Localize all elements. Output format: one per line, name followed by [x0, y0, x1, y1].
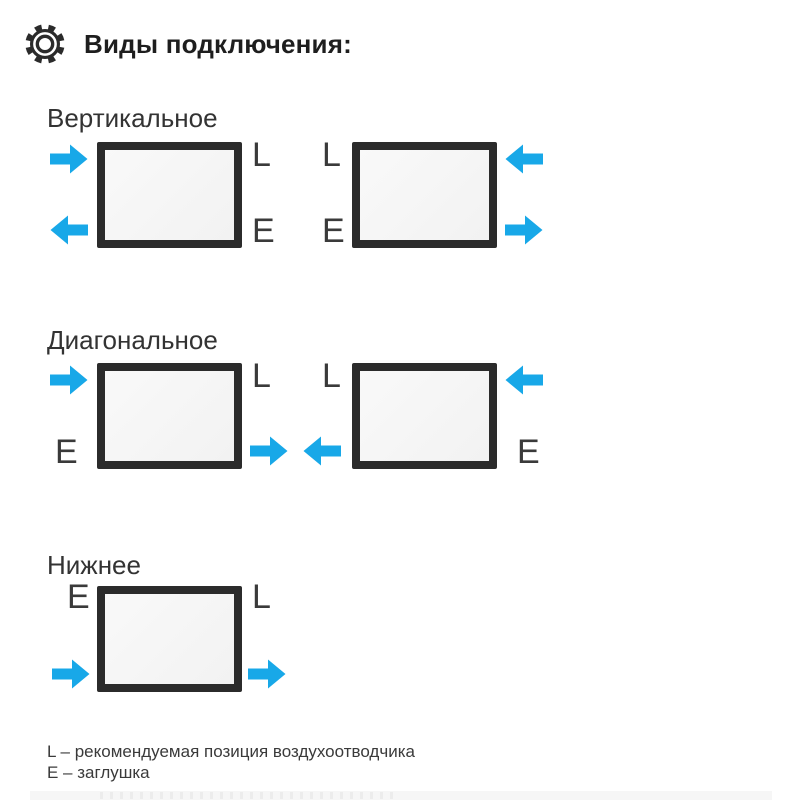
radiator-diagram-diagonal-left: [45, 357, 295, 471]
watermark-strip: [30, 791, 772, 800]
flow-out-arrow-icon: [50, 215, 88, 245]
air-vent-label: L: [322, 357, 341, 395]
radiator-diagram-bottom: [45, 578, 295, 694]
gear-icon: [24, 23, 66, 65]
radiator-diagram-vertical-left: [45, 136, 295, 250]
radiator-rect: [352, 363, 497, 469]
flow-in-arrow-icon: [505, 144, 543, 174]
section-title-vertical: Вертикальное: [47, 103, 218, 133]
radiator-rect: [352, 142, 497, 248]
section-title-diagonal: Диагональное: [47, 325, 218, 355]
flow-out-arrow-icon: [303, 436, 341, 466]
legend-line-plug: E – заглушка: [47, 763, 150, 782]
legend-line-air-vent: L – рекомендуемая позиция воздухоотводчика: [47, 742, 415, 761]
air-vent-label: L: [252, 578, 271, 616]
flow-in-arrow-icon: [505, 365, 543, 395]
air-vent-label: L: [322, 136, 341, 174]
flow-out-arrow-icon: [505, 215, 543, 245]
plug-label: E: [322, 212, 345, 250]
air-vent-label: L: [252, 136, 271, 174]
radiator-diagram-vertical-right: [318, 136, 568, 250]
flow-in-arrow-icon: [50, 365, 88, 395]
flow-in-arrow-icon: [50, 144, 88, 174]
radiator-rect: [97, 363, 242, 469]
air-vent-label: L: [252, 357, 271, 395]
plug-label: E: [517, 433, 540, 471]
section-title-bottom: Нижнее: [47, 550, 141, 580]
flow-in-arrow-icon: [52, 659, 90, 689]
page-title: Виды подключения:: [84, 29, 352, 59]
radiator-rect: [97, 586, 242, 692]
radiator-diagram-diagonal-right: [318, 357, 568, 471]
plug-label: E: [67, 578, 90, 616]
flow-out-arrow-icon: [248, 659, 286, 689]
radiator-rect: [97, 142, 242, 248]
plug-label: E: [252, 212, 275, 250]
watermark-pattern: [100, 792, 400, 799]
flow-out-arrow-icon: [250, 436, 288, 466]
plug-label: E: [55, 433, 78, 471]
